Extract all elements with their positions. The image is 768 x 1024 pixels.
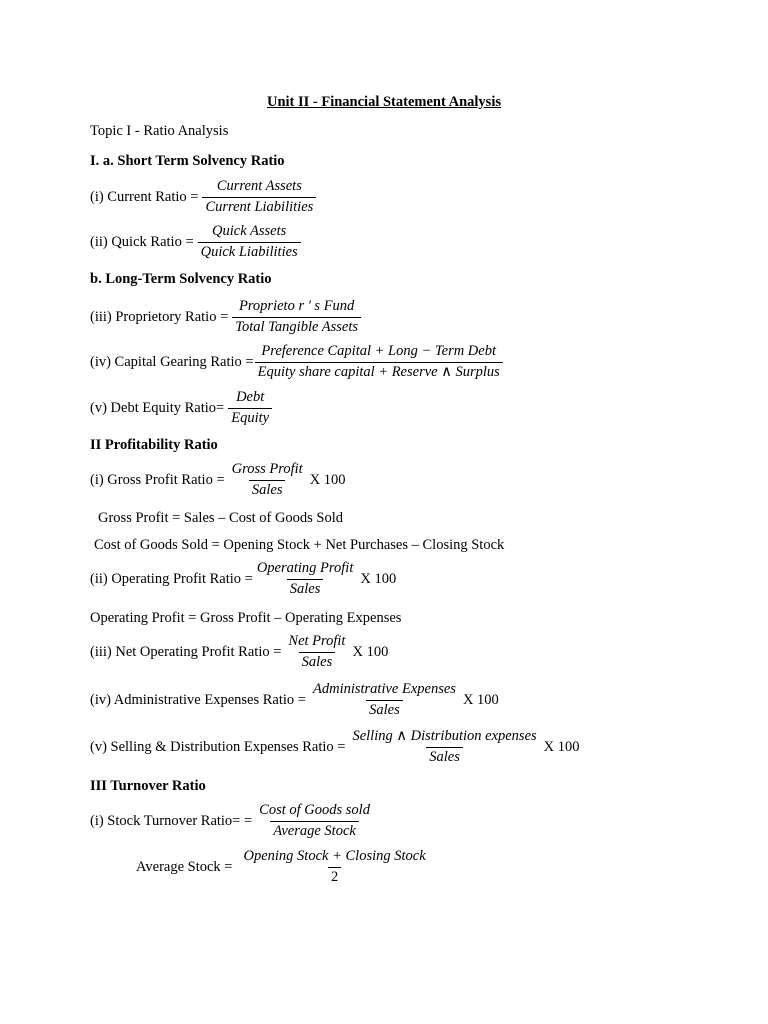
formula-selling-distribution-expenses-ratio xyxy=(90,729,580,766)
formula-label: (v) Selling & Distribution Expenses Ratio = xyxy=(90,738,346,755)
denominator: Total Tangible Assets xyxy=(232,317,361,336)
formula-label: (i) Stock Turnover Ratio= = xyxy=(90,812,253,829)
topic-heading: Topic I - Ratio Analysis xyxy=(90,123,229,139)
numerator: Operating Profit xyxy=(256,560,354,576)
numerator: Opening Stock + Closing Stock xyxy=(243,848,426,864)
formula-stock-turnover-ratio xyxy=(90,803,377,840)
numerator: Proprieto r ' s Fund xyxy=(238,298,355,314)
multiplier: X 100 xyxy=(462,691,499,708)
formula-net-operating-profit-ratio xyxy=(90,634,388,671)
formula-administrative-expenses-ratio xyxy=(90,682,499,719)
multiplier: X 100 xyxy=(309,471,346,488)
fraction xyxy=(254,561,357,598)
numerator: Current Assets xyxy=(216,178,302,194)
fraction xyxy=(229,462,306,499)
section-heading-long-term: b. Long-Term Solvency Ratio xyxy=(90,271,272,287)
numerator: Preference Capital + Long − Term Debt xyxy=(261,343,496,359)
formula-label: (iii) Proprietory Ratio = xyxy=(90,308,229,325)
denominator: Sales xyxy=(299,652,336,671)
formula-quick-ratio xyxy=(90,224,305,261)
multiplier: X 100 xyxy=(352,643,389,660)
gross-profit-definition: Gross Profit = Sales – Cost of Goods Sold xyxy=(98,510,344,526)
denominator: Current Liabilities xyxy=(202,197,316,216)
denominator: Sales xyxy=(426,747,463,766)
fraction xyxy=(255,344,503,381)
numerator: Gross Profit xyxy=(231,461,303,477)
formula-label: Average Stock = xyxy=(136,858,233,875)
denominator: 2 xyxy=(328,867,341,886)
fraction xyxy=(228,390,272,427)
multiplier: X 100 xyxy=(360,570,397,587)
fraction xyxy=(241,849,429,886)
denominator: Sales xyxy=(249,480,286,499)
fraction xyxy=(285,634,348,671)
denominator: Sales xyxy=(287,579,324,598)
document-title: Unit II - Financial Statement Analysis xyxy=(266,94,502,110)
fraction xyxy=(310,682,459,719)
fraction xyxy=(232,299,361,336)
fraction xyxy=(256,803,373,840)
numerator: Net Profit xyxy=(288,633,346,649)
formula-debt-equity-ratio xyxy=(90,390,276,427)
formula-label: (iii) Net Operating Profit Ratio = xyxy=(90,643,282,660)
formula-label: (iv) Administrative Expenses Ratio = xyxy=(90,691,306,708)
formula-current-ratio xyxy=(90,179,320,216)
section-heading-profitability: II Profitability Ratio xyxy=(90,437,218,453)
section-heading-short-term: I. a. Short Term Solvency Ratio xyxy=(90,153,285,169)
formula-label: (ii) Operating Profit Ratio = xyxy=(90,570,253,587)
fraction xyxy=(349,729,539,766)
multiplier: X 100 xyxy=(543,738,580,755)
cost-of-goods-sold-definition: Cost of Goods Sold = Opening Stock + Net Purchases – Closing Stock xyxy=(94,537,505,553)
formula-label: (i) Gross Profit Ratio = xyxy=(90,471,225,488)
denominator: Equity xyxy=(228,408,272,427)
numerator: Administrative Expenses xyxy=(312,681,456,697)
formula-average-stock xyxy=(136,849,433,886)
fraction xyxy=(198,224,301,261)
formula-label: (i) Current Ratio = xyxy=(90,188,199,205)
denominator: Quick Liabilities xyxy=(198,242,301,261)
formula-label: (ii) Quick Ratio = xyxy=(90,233,194,250)
denominator: Sales xyxy=(366,700,403,719)
formula-operating-profit-ratio xyxy=(90,561,396,598)
operating-profit-definition: Operating Profit = Gross Profit – Operating Expenses xyxy=(90,610,402,626)
section-heading-turnover: III Turnover Ratio xyxy=(90,778,206,794)
numerator: Quick Assets xyxy=(212,223,287,239)
numerator: Debt xyxy=(236,389,265,405)
numerator: Cost of Goods sold xyxy=(259,802,370,818)
formula-label: (iv) Capital Gearing Ratio = xyxy=(90,353,254,370)
fraction xyxy=(202,179,316,216)
denominator: Equity share capital + Reserve ∧ Surplus xyxy=(255,362,503,381)
denominator: Average Stock xyxy=(270,821,359,840)
formula-label: (v) Debt Equity Ratio= xyxy=(90,399,225,416)
formula-capital-gearing-ratio xyxy=(90,344,507,381)
formula-proprietory-ratio xyxy=(90,299,365,336)
formula-gross-profit-ratio xyxy=(90,462,346,499)
numerator: Selling ∧ Distribution expenses xyxy=(352,728,537,744)
